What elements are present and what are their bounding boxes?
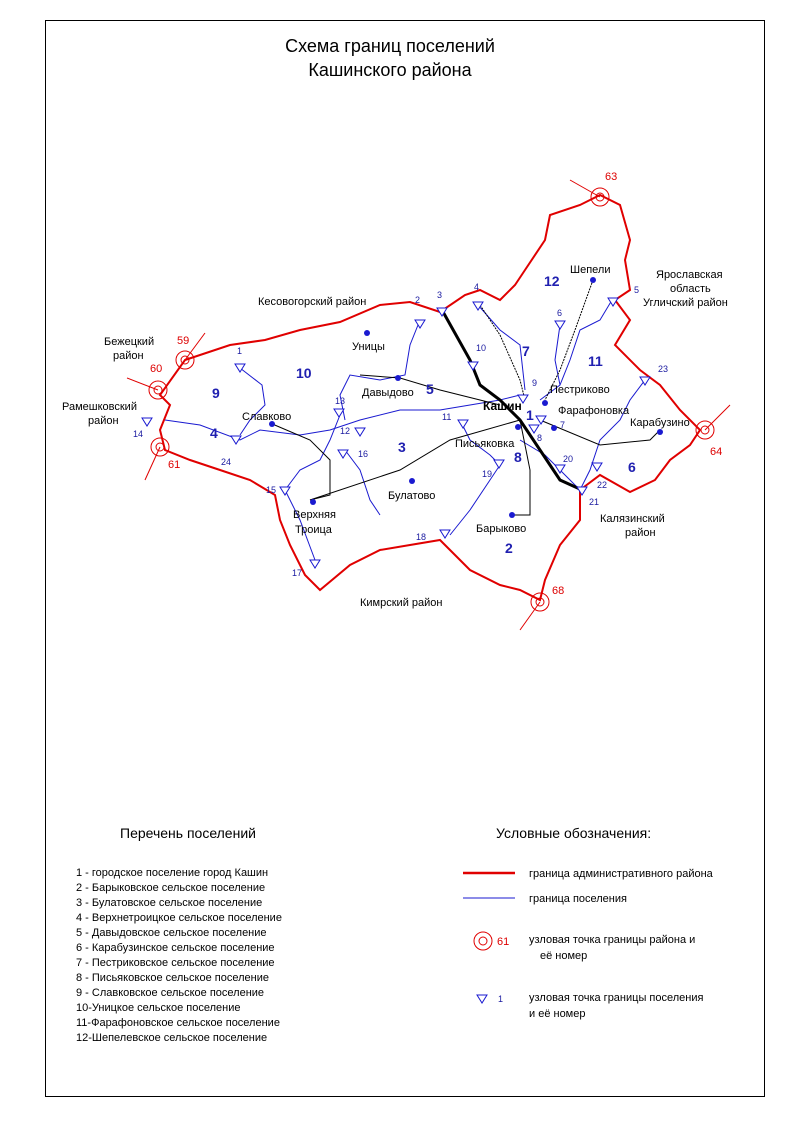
label-kal1: Калязинский <box>600 513 665 525</box>
label-yar3: Угличский район <box>643 297 728 309</box>
svg-text:14: 14 <box>133 429 144 439</box>
label-bezh2: район <box>113 350 144 362</box>
label-bezh: Бежецкий <box>104 336 155 348</box>
place-davydovo: Давыдово <box>362 387 414 399</box>
district-node-61: 61 <box>168 459 181 471</box>
place-shepeli: Шепели <box>570 264 611 276</box>
list-item: 5 - Давыдовское сельское поселение <box>76 927 267 939</box>
svg-text:9: 9 <box>532 378 538 388</box>
label-kesova: Кесовогорский район <box>258 296 367 308</box>
settlement-3: 3 <box>398 439 406 455</box>
settlement-9: 9 <box>212 385 220 401</box>
svg-text:5: 5 <box>634 285 640 295</box>
settlement-2: 2 <box>505 540 513 556</box>
svg-text:15: 15 <box>266 485 277 495</box>
svg-text:17: 17 <box>292 568 303 578</box>
list-item: 11-Фарафоновское сельское поселение <box>76 1017 280 1029</box>
svg-text:7: 7 <box>560 420 566 430</box>
district-node-60: 60 <box>150 363 163 375</box>
label-ram: Рамешковский <box>62 401 137 413</box>
list-item: 12-Шепелевское сельское поселение <box>76 1032 268 1044</box>
settlement-borders <box>165 300 645 560</box>
legend-settlement-node-num: 1 <box>498 994 504 1004</box>
svg-text:21: 21 <box>589 497 600 507</box>
list-item: 9 - Славковское сельское поселение <box>76 987 265 999</box>
label-yar1: Ярославская <box>656 269 723 281</box>
list-item: 4 - Верхнетроицкое сельское поселение <box>76 912 282 924</box>
list-item: 10-Уницкое сельское поселение <box>76 1002 241 1014</box>
place-verkh2: Троица <box>295 524 332 536</box>
settlement-list <box>76 866 282 1046</box>
settlement-6: 6 <box>628 459 636 475</box>
list-item: 2 - Барыковское сельское поселение <box>76 882 266 894</box>
legend-settlement-border: граница поселения <box>529 893 627 905</box>
map-title-line2: Кашинского района <box>308 60 472 80</box>
district-node-59: 59 <box>177 335 190 347</box>
place-barykovo: Барыково <box>476 523 527 535</box>
list-item: 8 - Письяковское сельское поселение <box>76 972 269 984</box>
svg-text:23: 23 <box>658 364 669 374</box>
svg-text:4: 4 <box>474 282 480 292</box>
svg-text:11: 11 <box>442 412 452 422</box>
svg-text:2: 2 <box>415 295 421 305</box>
legend-district-node-2: её номер <box>540 950 588 962</box>
district-node-63: 63 <box>605 171 618 183</box>
svg-text:18: 18 <box>416 532 427 542</box>
district-node-64: 64 <box>710 446 723 458</box>
settlement-1: 1 <box>526 407 534 423</box>
svg-text:19: 19 <box>482 469 493 479</box>
place-bulatovo: Булатово <box>388 490 436 502</box>
svg-text:20: 20 <box>563 454 574 464</box>
legend-district-node-icon <box>474 932 492 950</box>
legend-settlement-node-1: узловая точка границы поселения <box>529 992 704 1004</box>
legend-settlement-node-2: и её номер <box>529 1008 586 1020</box>
place-pisyak: Письяковка <box>455 438 515 450</box>
place-verkh1: Верхняя <box>293 509 336 521</box>
settlement-5: 5 <box>426 381 434 397</box>
svg-text:12: 12 <box>340 426 351 436</box>
list-item: 7 - Пестриковское сельское поселение <box>76 957 275 969</box>
legend-district-node-num: 61 <box>497 936 510 948</box>
label-kal2: район <box>625 527 656 539</box>
label-kim: Кимрский район <box>360 597 443 609</box>
svg-text:16: 16 <box>358 449 369 459</box>
svg-text:22: 22 <box>597 480 608 490</box>
settlement-11: 11 <box>588 353 603 369</box>
place-faraf: Фарафоновка <box>558 405 630 417</box>
district-border <box>160 195 700 600</box>
district-node-68: 68 <box>552 585 565 597</box>
legend-heading: Условные обозначения: <box>496 825 652 841</box>
legend-settlement-node-icon <box>477 995 487 1003</box>
label-yar2: область <box>670 283 711 295</box>
district-node-markers <box>127 180 730 630</box>
svg-text:8: 8 <box>537 433 543 443</box>
legend-district-node-1: узловая точка границы района и <box>529 934 696 946</box>
place-unitsy: Уницы <box>352 341 385 353</box>
svg-text:13: 13 <box>335 396 346 406</box>
list-item: 1 - городское поселение город Кашин <box>76 867 269 879</box>
svg-text:1: 1 <box>237 346 243 356</box>
map-title-line1: Схема границ поселений <box>285 36 495 56</box>
place-karab: Карабузино <box>630 417 690 429</box>
svg-text:3: 3 <box>437 290 443 300</box>
settlement-7: 7 <box>522 343 530 359</box>
svg-text:24: 24 <box>221 457 232 467</box>
list-item: 3 - Булатовское сельское поселение <box>76 897 263 909</box>
settlement-4: 4 <box>210 425 218 441</box>
place-pestrikovo: Пестриково <box>550 384 610 396</box>
place-kashin: Кашин <box>483 399 522 413</box>
svg-text:6: 6 <box>557 308 563 318</box>
list-item: 6 - Карабузинское сельское поселение <box>76 942 275 954</box>
place-slavkovo: Славково <box>242 411 292 423</box>
list-heading: Перечень поселений <box>120 825 256 841</box>
settlement-10: 10 <box>296 365 312 381</box>
legend-district-border: граница административного района <box>529 868 713 880</box>
settlement-8: 8 <box>514 449 522 465</box>
label-ram2: район <box>88 415 119 427</box>
svg-text:10: 10 <box>476 343 487 353</box>
settlement-12: 12 <box>544 273 560 289</box>
